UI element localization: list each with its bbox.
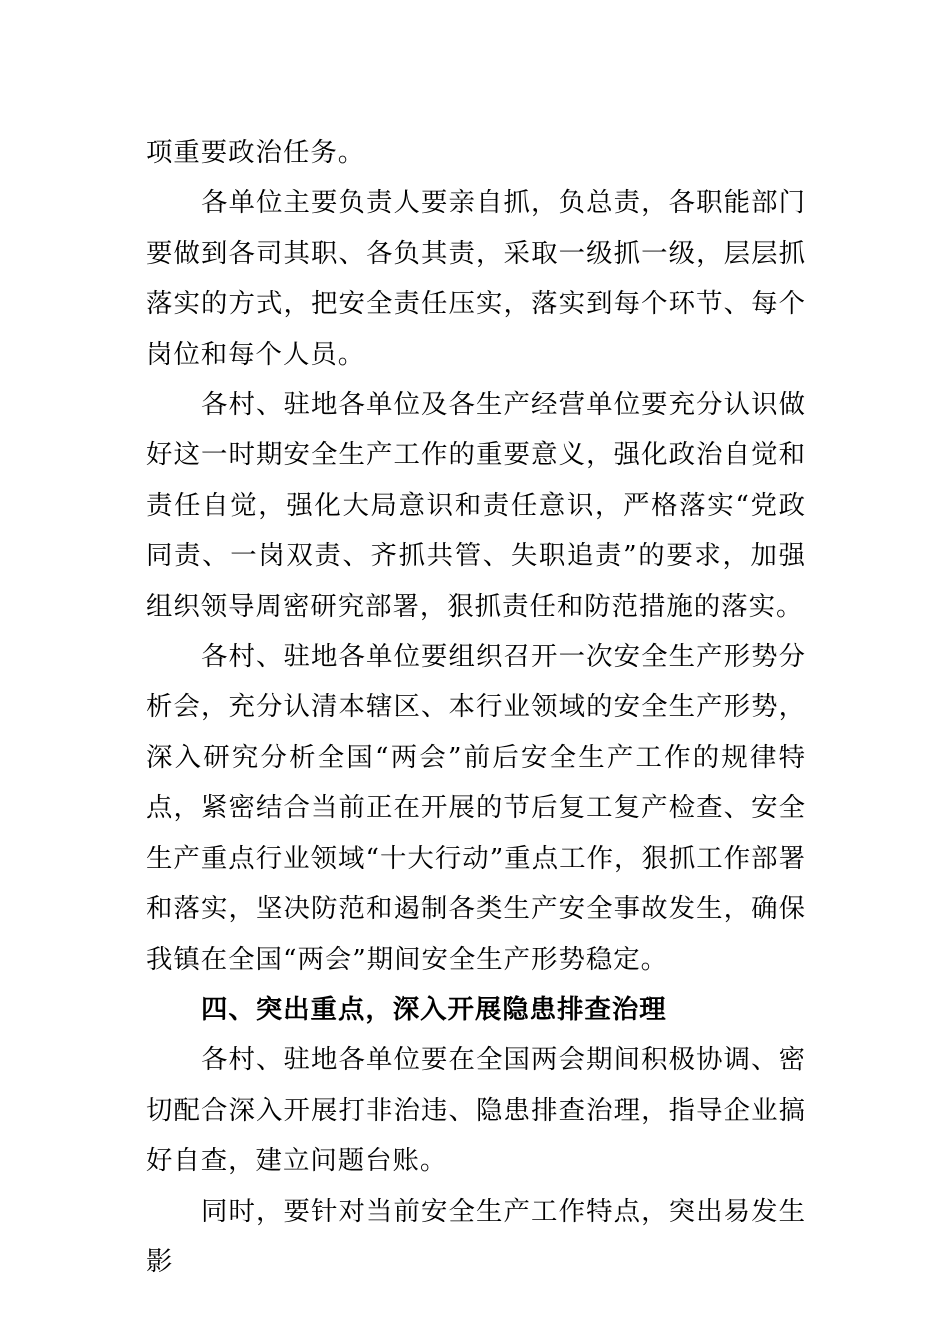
section-heading: 四、突出重点，深入开展隐患排查治理 [201, 993, 667, 1025]
document-page [146, 128, 806, 1287]
paragraph-continuation: 项重要政治任务。 [146, 137, 366, 168]
paragraph-analysis-meeting: 各村、驻地各单位要组织召开一次安全生产形势分析会，充分认清本辖区、本行业领域的安全生产形势，深入研究分析全国“两会”前后安全生产工作的规律特点，紧密结合当前正在开展的节后复工复产检查、安全生产重点行业领域“十大行动”重点工作，狠抓工作部署和落实，坚决防范和遏制各类生产安全事故发生，确保我镇在全国“两会”期间安全生产形势稳定。 [146, 641, 806, 975]
paragraph-responsibility: 各单位主要负责人要亲自抓，负总责，各职能部门要做到各司其职、各负其责，采取一级抓一级，层层抓落实的方式，把安全责任压实，落实到每个环节、每个岗位和每个人员。 [146, 187, 806, 370]
paragraph-awareness: 各村、驻地各单位及各生产经营单位要充分认识做好这一时期安全生产工作的重要意义，强化政治自觉和责任自觉，强化大局意识和责任意识，严格落实“党政同责、一岗双责、齐抓共管、失职追责”的要求，加强组织领导周密研究部署，狠抓责任和防范措施的落实。 [146, 389, 806, 622]
paragraph-hazard-inspection: 各村、驻地各单位要在全国两会期间积极协调、密切配合深入开展打非治违、隐患排查治理，指导企业搞好自查，建立问题台账。 [146, 1044, 806, 1177]
paragraph-focus-points: 同时，要针对当前安全生产工作特点，突出易发生影 [146, 1195, 806, 1277]
